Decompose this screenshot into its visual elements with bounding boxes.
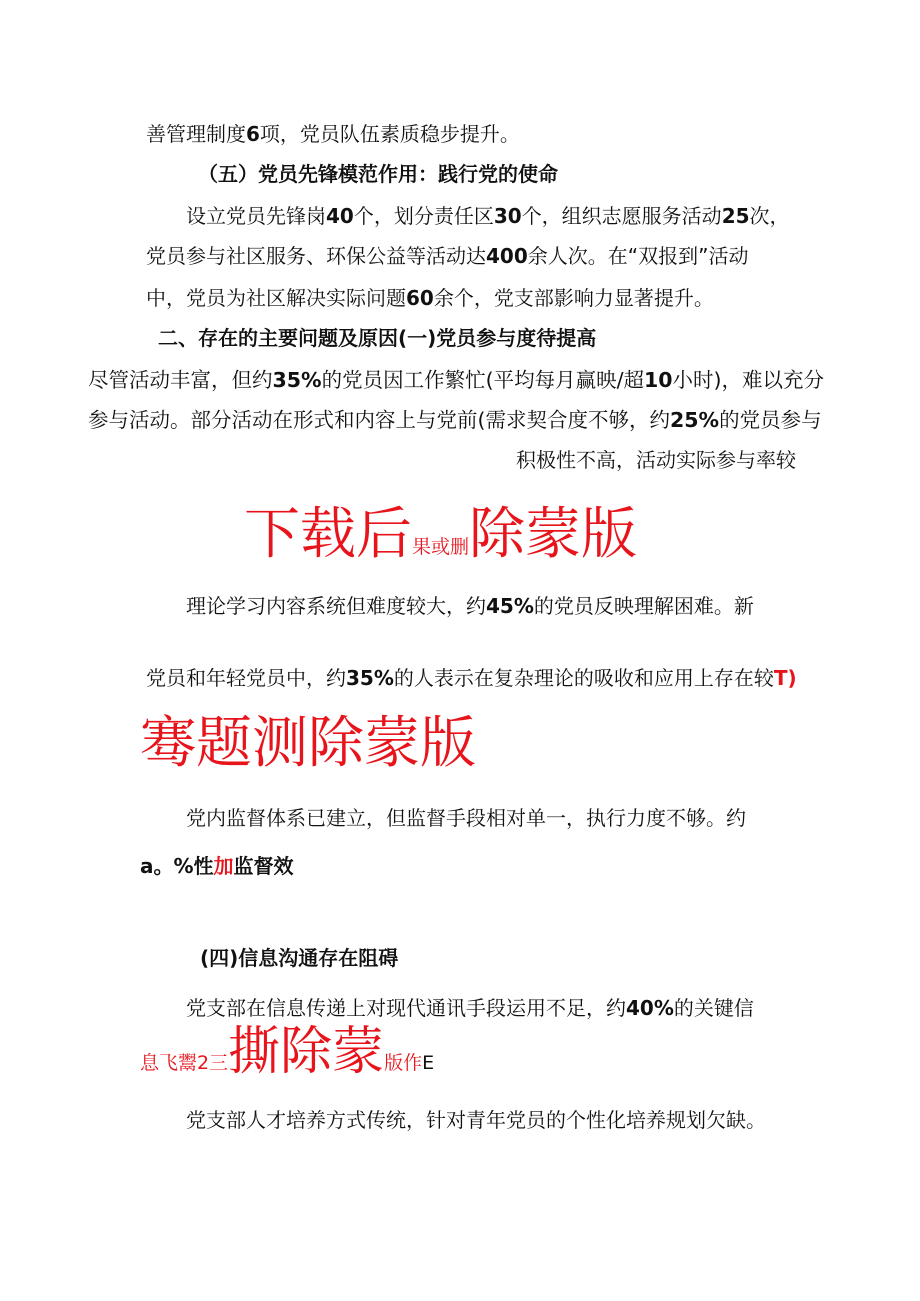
paragraph-line: 党员参与社区服务、环保公益等活动达400余人次。在“双报到”活动 (146, 244, 749, 268)
paragraph-line: 尽管活动丰富，但约35%的党员因工作繁忙(平均每月赢映/超10小时)，难以充分 (88, 368, 825, 392)
section-heading-2: 二、存在的主要问题及原因(一)党员参与度待提高 (158, 326, 597, 350)
paragraph-line: 积极性不高，活动实际参与率较 (516, 448, 796, 472)
paragraph-line: 党支部人才培养方式传统，针对青年党员的个性化培养规划欠缺。 (186, 1108, 766, 1132)
paragraph-line: 参与活动。部分活动在形式和内容上与党前(需求契合度不够，约25%的党员参与 (88, 408, 822, 432)
paragraph-line: 善管理制度6项，党员队伍素质稳步提升。 (146, 122, 520, 146)
watermark-text: 下载后果或删除蒙版 (244, 502, 638, 567)
section-heading-4: (四)信息沟通存在阻碍 (200, 946, 399, 970)
watermark-text: 息飞鬻2三撕除蒙版作E (140, 1022, 435, 1082)
paragraph-line: 理论学习内容系统但难度较大，约45%的党员反映理解困难。新 (186, 594, 754, 618)
paragraph-line: 党支部在信息传递上对现代通讯手段运用不足，约40%的关键信 (186, 996, 754, 1020)
paragraph-line: 党员和年轻党员中，约35%的人表示在复杂理论的吸收和应用上存在较T) (146, 666, 797, 690)
watermark-text: 骞题测除蒙版 (140, 711, 476, 776)
paragraph-line: 设立党员先锋岗40个，划分责任区30个，组织志愿服务活动25次， (186, 204, 790, 228)
paragraph-line: 党内监督体系已建立，但监督手段相对单一，执行力度不够。约 (186, 806, 746, 830)
section-heading-5: （五）党员先锋模范作用：践行党的使命 (198, 162, 558, 186)
paragraph-line: 中，党员为社区解决实际问题60余个，党支部影响力显著提升。 (146, 286, 714, 310)
paragraph-line: a。%性加监督效 (140, 854, 294, 878)
